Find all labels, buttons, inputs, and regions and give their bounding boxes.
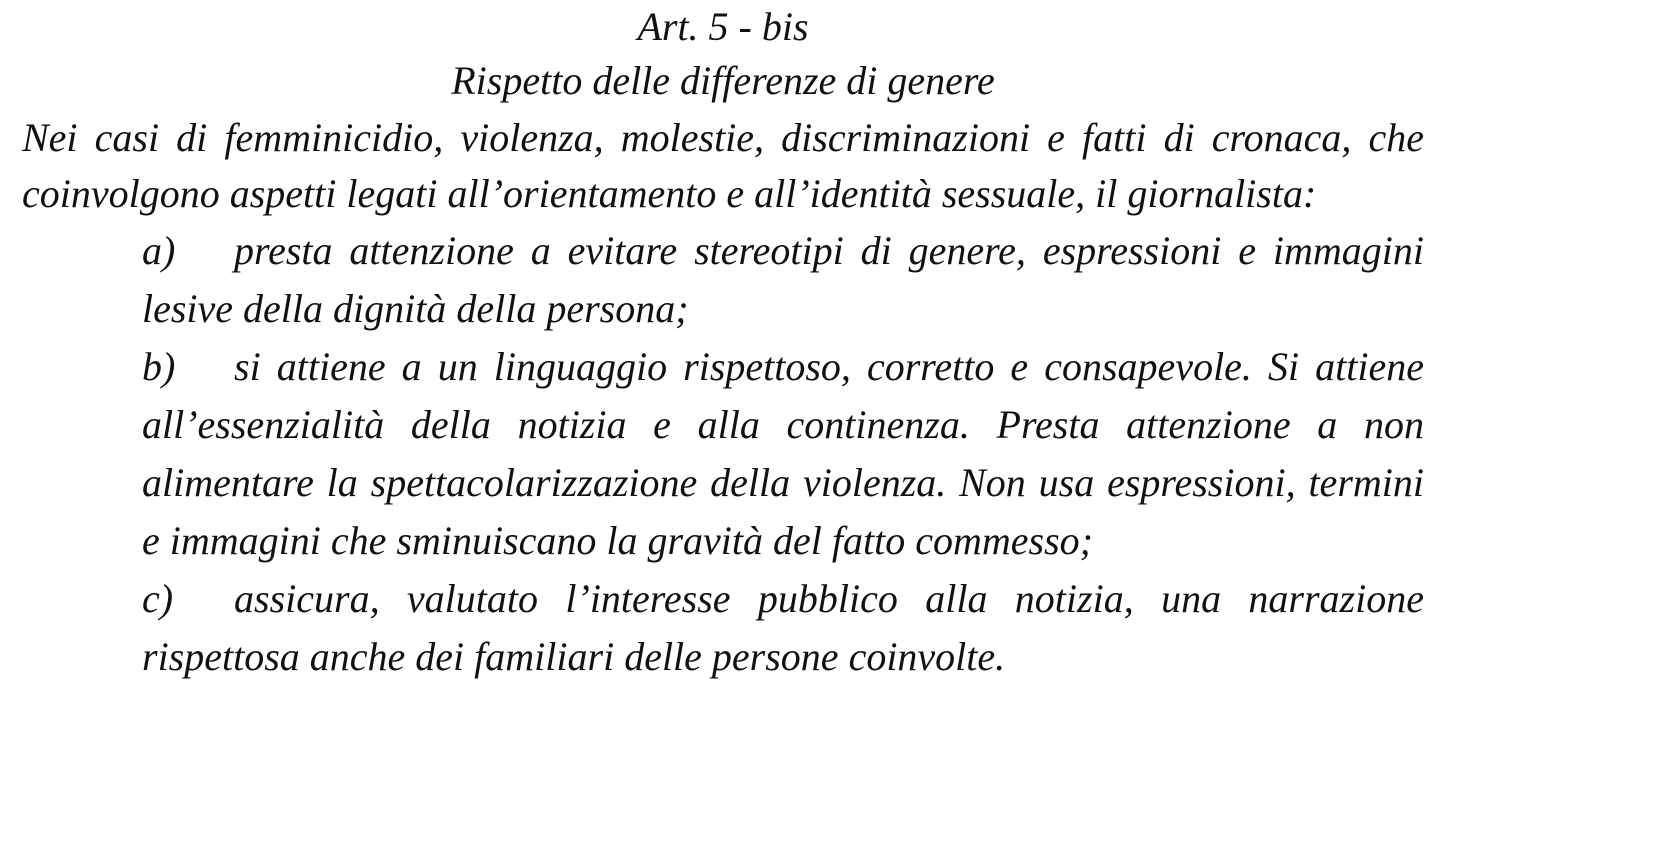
article-title: Art. 5 - bis [637,4,809,49]
list-item-c [142,570,1424,686]
list-item-text: si attiene a un linguaggio rispettoso, corretto e consapevole. Si attiene all’essenzialità della notizia e alla continenza. Presta attenzione a non alimentare la spettacolarizzazione della violenza. Non usa espressioni, termini e immagini che sminuiscano la gravità del fatto commesso; [142,344,1424,563]
list-item-text: assicura, valutato l’interesse pubblico alla notizia, una narrazione rispettosa anche dei familiari delle persone coinvolte. [142,576,1424,679]
article-subtitle: Rispetto delle differenze di genere [451,58,995,103]
list-marker: b) [142,344,176,389]
list-marker: a) [142,228,176,273]
list-item-a [142,222,1424,338]
list-item-b [142,338,1424,570]
article-list [142,222,1424,686]
document-page [22,0,1424,686]
article-intro: Nei casi di femminicidio, violenza, molestie, discriminazioni e fatti di cronaca, che coinvolgono aspetti legati all’orientamento e all’identità sessuale, il giornalista: [22,115,1424,216]
list-marker: c) [142,576,174,621]
list-item-text: presta attenzione a evitare stereotipi di genere, espressioni e immagini lesive della dignità della persona; [142,228,1424,331]
